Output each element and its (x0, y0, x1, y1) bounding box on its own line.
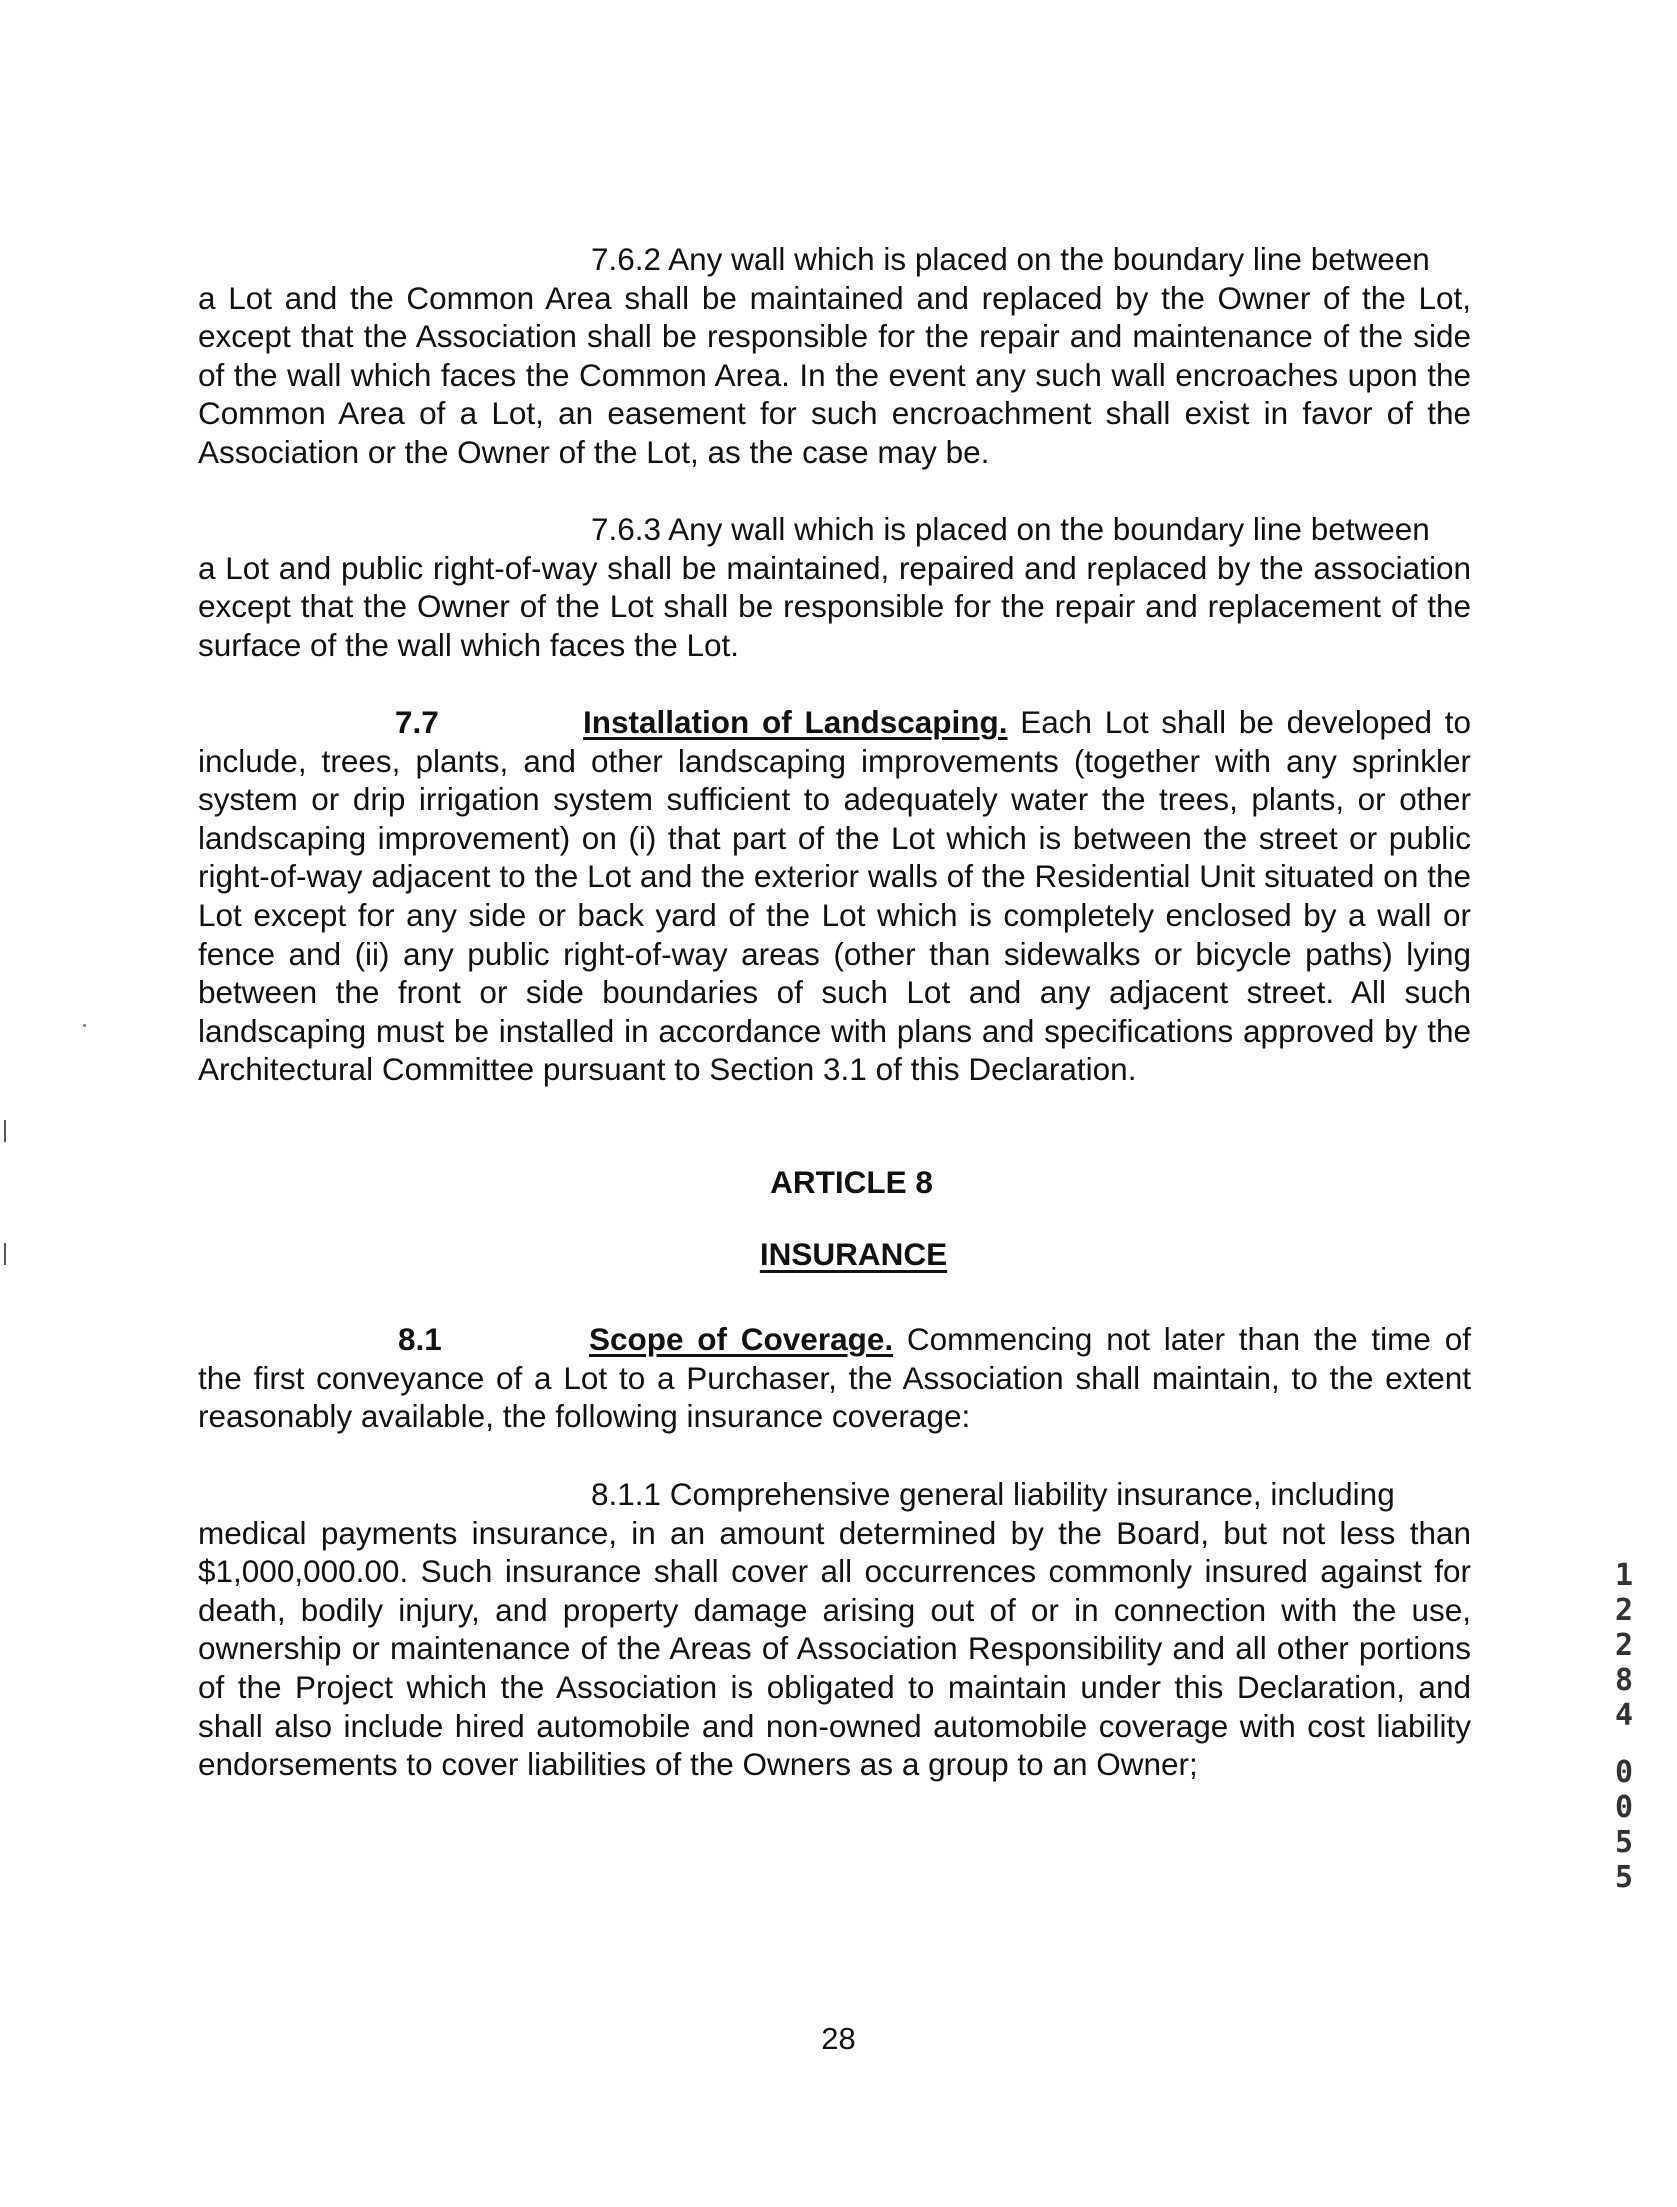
section-7-7 (198, 703, 1471, 1089)
stamp-digit: 1 (1614, 1558, 1634, 1593)
article-heading: ARTICLE 8 (770, 1164, 933, 1200)
paragraph-7-6-2-body: a Lot and the Common Area shall be maintained and replaced by the Owner of the Lot, except that the Association shall be responsible for the repair and maintenance of the side of the wall which faces the Common Area. In the event any such wall encroaches upon the Common Area of a Lot, an easement for such encroachment shall exist in favor of the Association or the Owner of the Lot, as the case may be. (198, 279, 1471, 470)
stamp-digit: 2 (1614, 1628, 1634, 1663)
section-8-1 (198, 1320, 1471, 1436)
section-7-7-title: Installation of Landscaping. (583, 704, 1008, 740)
paragraph-8-1-1-body: medical payments insurance, in an amount determined by the Board, but not less than $1,000,000.00. Such insurance shall cover all occurrences commonly insured against for death, bodily injury, and property damage arising out of or in connection with the use, ownership or maintenance of the Areas of Association Responsibility and all other portions of the Project which the Association is obligated to maintain under this Declaration, and shall also include hired automobile and non-owned automobile coverage with cost liability endorsements to cover liabilities of the Owners as a group to an Owner; (198, 1514, 1471, 1783)
scan-margin-mark (4, 1120, 6, 1142)
recording-stamp-bottom (1610, 1755, 1638, 1895)
section-8-1-number: 8.1 (398, 1321, 442, 1357)
page-number: 28 (821, 2021, 856, 2056)
paragraph-7-6-2-lead: 7.6.2 Any wall which is placed on the boundary line between (591, 241, 1430, 277)
paragraph-8-1-1 (198, 1475, 1471, 1784)
paragraph-8-1-1-lead: 8.1.1 Comprehensive general liability insurance, including (591, 1476, 1395, 1512)
section-8-1-title: Scope of Coverage. (589, 1321, 894, 1357)
paragraph-7-6-3-body: a Lot and public right-of-way shall be maintained, repaired and replaced by the association except that the Owner of the Lot shall be responsible for the repair and replacement of the surface of the wall which faces the Lot. (198, 549, 1471, 663)
section-8-1-body: Commencing not later than the time of the first conveyance of a Lot to a Purchaser, the Association shall maintain, to the extent reasonably available, the following insurance coverage: (198, 1321, 1471, 1435)
stamp-digit: 5 (1614, 1825, 1634, 1860)
paragraph-7-6-3-lead: 7.6.3 Any wall which is placed on the boundary line between (591, 511, 1430, 547)
stamp-digit: 8 (1614, 1663, 1634, 1698)
stamp-digit: 4 (1614, 1698, 1634, 1733)
stamp-digit: 2 (1614, 1593, 1634, 1628)
scan-speck (83, 1024, 86, 1027)
stamp-digit: 0 (1614, 1790, 1634, 1825)
paragraph-7-6-2 (198, 240, 1471, 472)
paragraph-7-6-3 (198, 510, 1471, 664)
stamp-digit: 0 (1614, 1755, 1634, 1790)
article-title: INSURANCE (759, 1236, 948, 1272)
section-7-7-body: Each Lot shall be developed to include, trees, plants, and other landscaping improvements (together with any sprinkler system or drip irrigation system sufficient to adequately water the trees, plants, or other landscaping improvement) on (i) that part of the Lot which is between the street or public right-of-way adjacent to the Lot and the exterior walls of the Residential Unit situated on the Lot except for any side or back yard of the Lot which is completely enclosed by a wall or fence and (ii) any public right-of-way areas (other than sidewalks or bicycle paths) lying between the front or side boundaries of such Lot and any adjacent street. All such landscaping must be installed in accordance with plans and specifications approved by the Architectural Committee pursuant to Section 3.1 of this Declaration. (198, 704, 1471, 1088)
scan-margin-mark (4, 1243, 6, 1265)
recording-stamp-top (1610, 1558, 1638, 1733)
stamp-digit: 5 (1614, 1860, 1634, 1895)
section-7-7-number: 7.7 (395, 704, 439, 740)
